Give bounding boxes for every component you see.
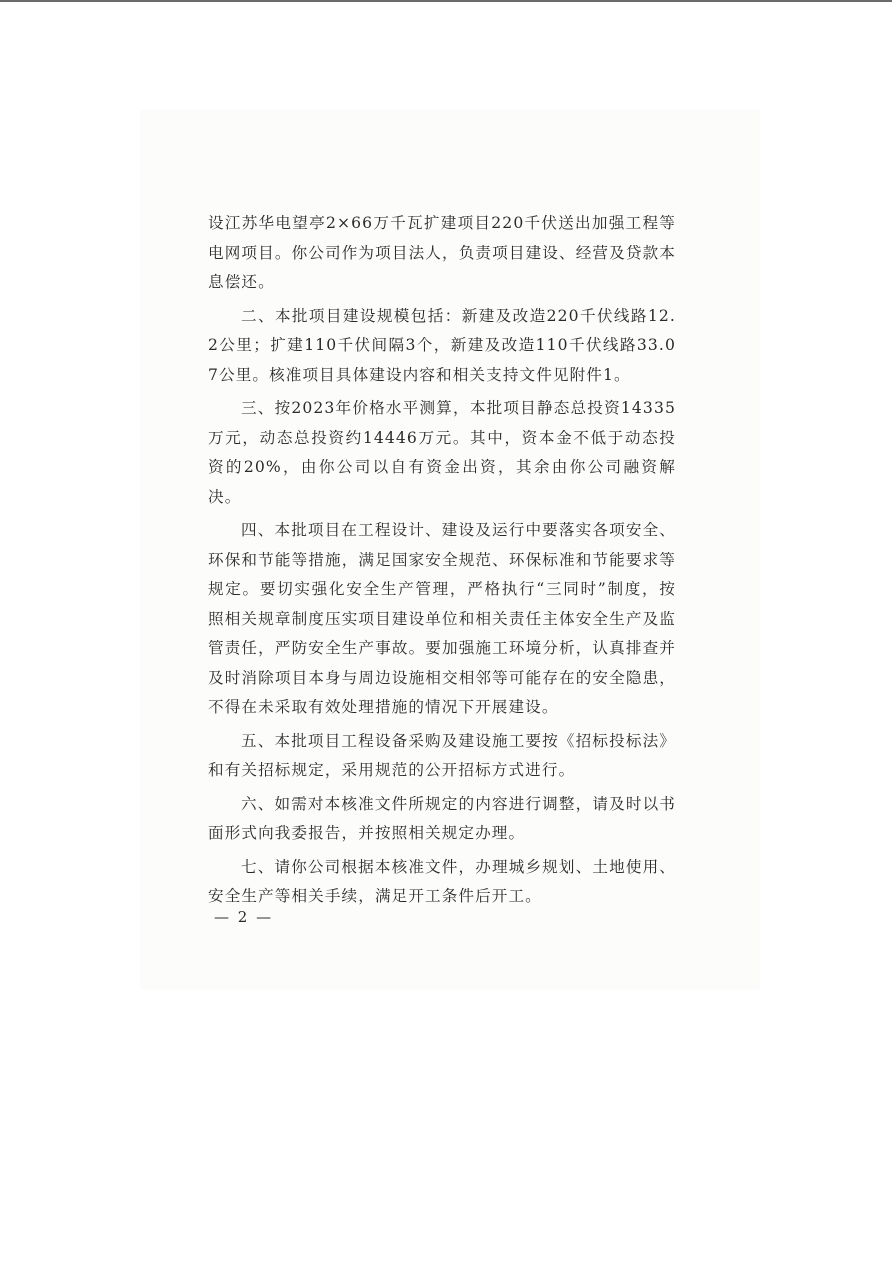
page-number: — 2 —: [214, 908, 274, 926]
paragraph-item-3: 三、按2023年价格水平测算，本批项目静态总投资14335万元，动态总投资约14446万元。其中，资本金不低于动态投资的20%，由你公司以自有资金出资，其余由你公司融资解决。: [208, 399, 676, 506]
paragraph-item-6: 六、如需对本核准文件所规定的内容进行调整，请及时以书面形式向我委报告，并按照相关规定办理。: [208, 794, 676, 842]
paragraph-item-4: 四、本批项目在工程设计、建设及运行中要落实各项安全、环保和节能等措施，满足国家安全规范、环保标准和节能要求等规定。要切实强化安全生产管理，严格执行“三同时”制度，按照相关规章制度压实项目建设单位和相关责任主体安全生产及监管责任，严防安全生产事故。要加强施工环境分析，认真排查并及时消除项目本身与周边设施相交相邻等可能存在的安全隐患，不得在未采取有效处理措施的情况下开展建设。: [208, 521, 676, 716]
paragraph-item-2: 二、本批项目建设规模包括：新建及改造220千伏线路12.2公里；扩建110千伏间隔3个，新建及改造110千伏线路33.07公里。核准项目具体建设内容和相关支持文件见附件1。: [208, 306, 676, 384]
document-body: [208, 209, 676, 916]
paragraph-item-7: 七、请你公司根据本核准文件，办理城乡规划、土地使用、安全生产等相关手续，满足开工条件后开工。: [208, 857, 676, 905]
paragraph-item-5: 五、本批项目工程设备采购及建设施工要按《招标投标法》和有关招标规定，采用规范的公开招标方式进行。: [208, 731, 676, 779]
paragraph-continuation: 设江苏华电望亭2×66万千瓦扩建项目220千伏送出加强工程等电网项目。你公司作为项目法人，负责项目建设、经营及贷款本息偿还。: [208, 214, 676, 291]
page-top-border: [0, 0, 892, 2]
